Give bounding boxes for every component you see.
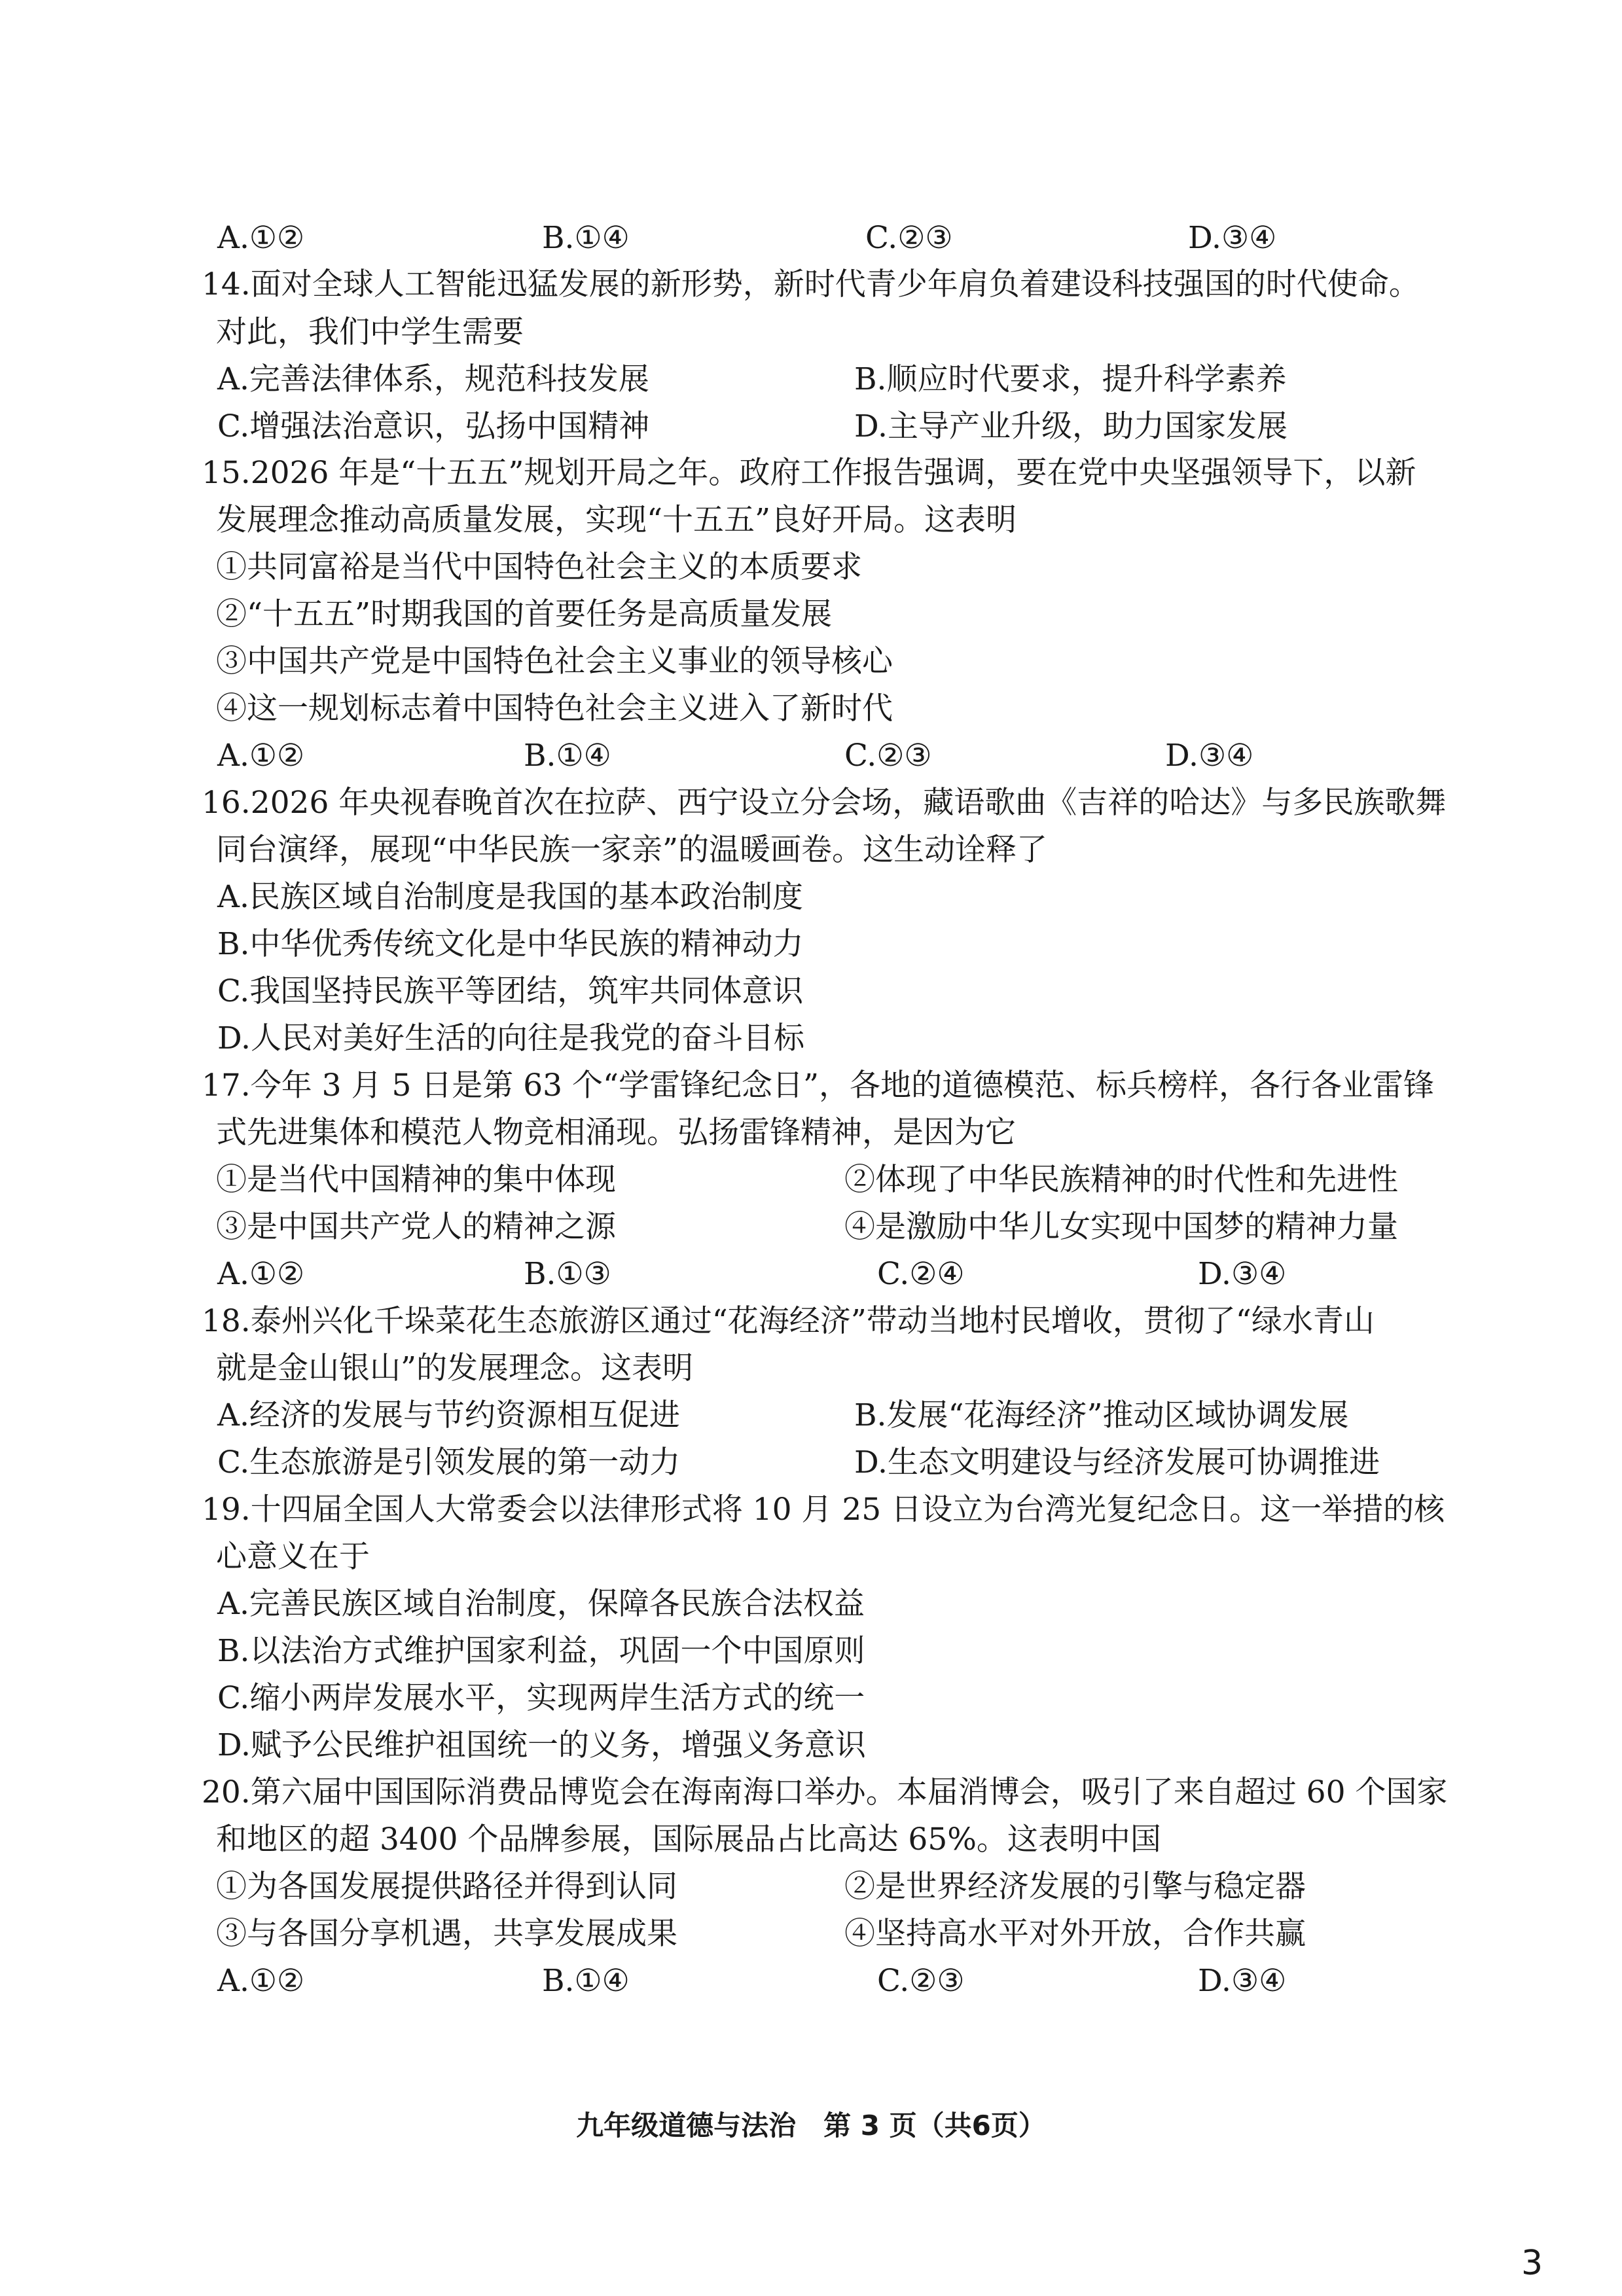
- q15-statement-1: ①共同富裕是当代中国特色社会主义的本质要求: [216, 549, 862, 585]
- q15-option-a: A.①②: [217, 738, 305, 774]
- q18-option-c: C.生态旅游是引领发展的第一动力: [217, 1444, 681, 1480]
- q16-option-a: A.民族区域自治制度是我国的基本政治制度: [217, 879, 803, 915]
- q19-option-a: A.完善民族区域自治制度，保障各民族合法权益: [217, 1586, 865, 1622]
- q20-statement-2: ②是世界经济发展的引擎与稳定器: [844, 1869, 1306, 1905]
- q13-option-a: A.①②: [217, 220, 305, 256]
- q19-stem-line2: 心意义在于: [216, 1539, 370, 1575]
- q17-option-b: B.①③: [524, 1256, 611, 1292]
- q15-stem-line2: 发展理念推动高质量发展，实现“十五五”良好开局。这表明: [216, 502, 1017, 538]
- q18-stem-line2: 就是金山银山”的发展理念。这表明: [216, 1350, 694, 1386]
- q15-option-d: D.③④: [1165, 738, 1254, 774]
- q14-option-d: D.主导产业升级，助力国家发展: [854, 408, 1288, 444]
- q20-statement-1: ①为各国发展提供路径并得到认同: [216, 1869, 677, 1905]
- q14-stem-line1: 14.面对全球人工智能迅猛发展的新形势，新时代青少年肩负着建设科技强国的时代使命。: [202, 266, 1420, 302]
- q16-option-d: D.人民对美好生活的向往是我党的奋斗目标: [217, 1020, 804, 1056]
- q18-option-b: B.发展“花海经济”推动区域协调发展: [854, 1397, 1349, 1433]
- q20-option-a: A.①②: [217, 1963, 305, 1999]
- q18-stem-line1: 18.泰州兴化千垛菜花生态旅游区通过“花海经济”带动当地村民增收，贯彻了“绿水青山: [202, 1303, 1375, 1339]
- q16-stem-line2: 同台演绎，展现“中华民族一家亲”的温暖画卷。这生动诠释了: [216, 832, 1048, 868]
- q17-statement-2: ②体现了中华民族精神的时代性和先进性: [844, 1162, 1398, 1198]
- q15-statement-4: ④这一规划标志着中国特色社会主义进入了新时代: [216, 691, 893, 726]
- q20-stem-line1: 20.第六届中国国际消费品博览会在海南海口举办。本届消博会，吸引了来自超过 60 个国家: [202, 1774, 1448, 1810]
- q13-option-c: C.②③: [865, 220, 953, 256]
- q19-option-d: D.赋予公民维护祖国统一的义务，增强义务意识: [217, 1727, 866, 1763]
- q15-stem-line1: 15.2026 年是“十五五”规划开局之年。政府工作报告强调，要在党中央坚强领导下，以新: [202, 455, 1416, 491]
- q17-option-c: C.②④: [877, 1256, 965, 1292]
- q17-statement-1: ①是当代中国精神的集中体现: [216, 1162, 616, 1198]
- q13-option-d: D.③④: [1188, 220, 1277, 256]
- q17-option-a: A.①②: [217, 1256, 305, 1292]
- q15-statement-2: ②“十五五”时期我国的首要任务是高质量发展: [216, 596, 833, 632]
- q19-option-c: C.缩小两岸发展水平，实现两岸生活方式的统一: [217, 1680, 865, 1716]
- q14-option-c: C.增强法治意识，弘扬中国精神: [217, 408, 650, 444]
- q14-option-b: B.顺应时代要求，提升科学素养: [854, 361, 1287, 397]
- q13-option-b: B.①④: [542, 220, 630, 256]
- q20-option-d: D.③④: [1198, 1963, 1287, 1999]
- q20-stem-line2: 和地区的超 3400 个品牌参展，国际展品占比高达 65%。这表明中国: [216, 1821, 1161, 1857]
- q15-statement-3: ③中国共产党是中国特色社会主义事业的领导核心: [216, 643, 893, 679]
- q16-option-c: C.我国坚持民族平等团结，筑牢共同体意识: [217, 973, 804, 1009]
- q19-option-b: B.以法治方式维护国家利益，巩固一个中国原则: [217, 1633, 865, 1669]
- q16-option-b: B.中华优秀传统文化是中华民族的精神动力: [217, 926, 804, 962]
- q17-option-d: D.③④: [1198, 1256, 1287, 1292]
- q15-option-b: B.①④: [524, 738, 611, 774]
- q18-option-a: A.经济的发展与节约资源相互促进: [217, 1397, 680, 1433]
- q14-option-a: A.完善法律体系，规范科技发展: [217, 361, 649, 397]
- q17-statement-4: ④是激励中华儿女实现中国梦的精神力量: [844, 1209, 1398, 1245]
- q20-statement-3: ③与各国分享机遇，共享发展成果: [216, 1916, 677, 1952]
- page-footer: 九年级道德与法治 第 3 页（共6页）: [576, 2109, 1046, 2142]
- q18-option-d: D.生态文明建设与经济发展可协调推进: [854, 1444, 1380, 1480]
- q19-stem-line1: 19.十四届全国人大常委会以法律形式将 10 月 25 日设立为台湾光复纪念日。这一举措的核: [202, 1492, 1445, 1528]
- q17-stem-line1: 17.今年 3 月 5 日是第 63 个“学雷锋纪念日”，各地的道德模范、标兵榜样，各行各业雷锋: [202, 1067, 1435, 1103]
- q15-option-c: C.②③: [844, 738, 932, 774]
- q17-stem-line2: 式先进集体和模范人物竞相涌现。弘扬雷锋精神，是因为它: [216, 1115, 1016, 1151]
- q17-statement-3: ③是中国共产党人的精神之源: [216, 1209, 616, 1245]
- q20-option-b: B.①④: [542, 1963, 630, 1999]
- q20-statement-4: ④坚持高水平对外开放，合作共赢: [844, 1916, 1306, 1952]
- page-number: 3: [1521, 2244, 1543, 2283]
- q20-option-c: C.②③: [877, 1963, 965, 1999]
- q14-stem-line2: 对此，我们中学生需要: [216, 314, 524, 350]
- q16-stem-line1: 16.2026 年央视春晚首次在拉萨、西宁设立分会场，藏语歌曲《吉祥的哈达》与多民族歌舞: [202, 785, 1447, 821]
